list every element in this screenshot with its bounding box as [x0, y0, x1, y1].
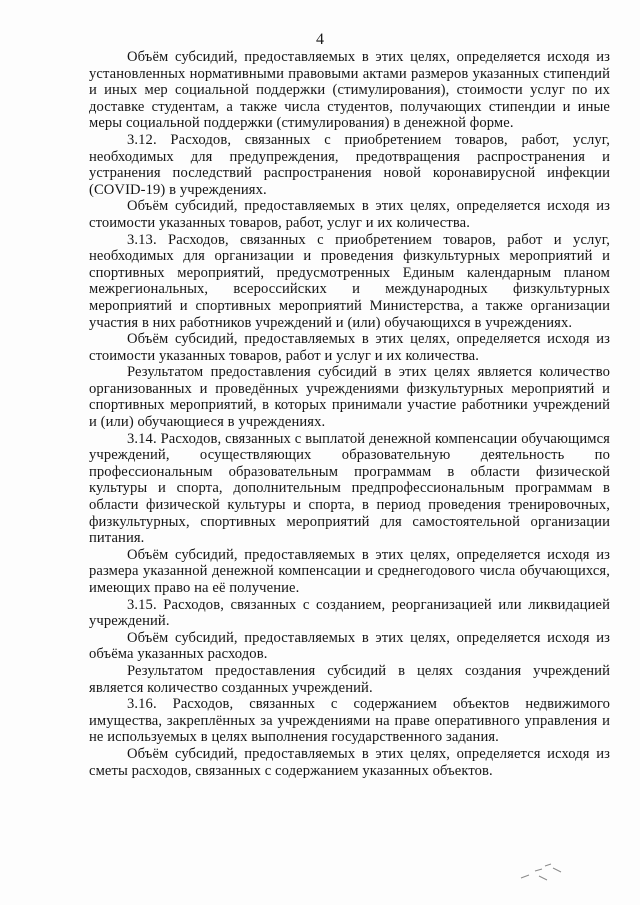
paragraph: Объём субсидий, предоставляемых в этих целях, определяется исходя из сметы расходов, связанных с содержанием указанных объектов.	[89, 745, 610, 779]
paragraph: 3.12. Расходов, связанных с приобретением товаров, работ, услуг, необходимых для предупреждения, предотвращения распространения и устранения последствий распространения новой коронавирусной инфекции (COVID-19) в учреждениях.	[89, 131, 610, 198]
paragraph: Объём субсидий, предоставляемых в этих целях, определяется исходя из объёма указанных расходов.	[89, 629, 610, 663]
paragraph: Результатом предоставления субсидий в целях создания учреждений является количество созданных учреждений.	[89, 662, 610, 696]
paragraph: 3.13. Расходов, связанных с приобретением товаров, работ и услуг, необходимых для организации и проведения физкультурных мероприятий и спортивных мероприятий, предусмотренных Единым календарным планом межрегиональных, всероссийских и международных физкультурных мероприятий и спортивных мероприятий Министерства, а также организации участия в них работников учреждений и (или) обучающихся в учреждениях.	[89, 231, 610, 331]
paragraph: Объём субсидий, предоставляемых в этих целях, определяется исходя из размера указанной денежной компенсации и среднегодового числа обучающихся, имеющих право на её получение.	[89, 546, 610, 596]
scan-mark	[515, 858, 565, 884]
paragraph: Результатом предоставления субсидий в этих целях является количество организованных и проведённых учреждениями физкультурных мероприятий и спортивных мероприятий, в которых принимали участие работники учреждений и (или) обучающиеся в учреждениях.	[89, 364, 610, 431]
paragraph: 3.14. Расходов, связанных с выплатой денежной компенсации обучающимся учреждений, осуществляющих образовательную деятельность по профессиональным образовательным программам в области физической культуры и спорта, дополнительным предпрофессиональным программам в области физической культуры и спорта, в период проведения тренировочных, физкультурных, спортивных мероприятий для самостоятельной организации питания.	[89, 430, 610, 547]
paragraph: 3.15. Расходов, связанных с созданием, реорганизацией или ликвидацией учреждений.	[89, 596, 610, 630]
paragraph: Объём субсидий, предоставляемых в этих целях, определяется исходя из стоимости указанных товаров, работ, услуг и их количества.	[89, 198, 610, 231]
paragraph: Объём субсидий, предоставляемых в этих целях, определяется исходя из стоимости указанных товаров, работ и услуг и их количества.	[89, 331, 610, 364]
document-body	[89, 49, 610, 779]
page-number: 4	[316, 31, 324, 48]
paragraph: 3.16. Расходов, связанных с содержанием объектов недвижимого имущества, закреплённых за учреждениями на праве оперативного управления и не используемых в целях выполнения государственного задания.	[89, 696, 610, 746]
paragraph: Объём субсидий, предоставляемых в этих целях, определяется исходя из установленных нормативными правовыми актами размеров указанных стипендий и иных мер социальной поддержки (стимулирования), стоимости услуг по их доставке студентам, а также числа студентов, получающих стипендии и иные меры социальной поддержки (стимулирования) в денежной форме.	[89, 49, 610, 132]
